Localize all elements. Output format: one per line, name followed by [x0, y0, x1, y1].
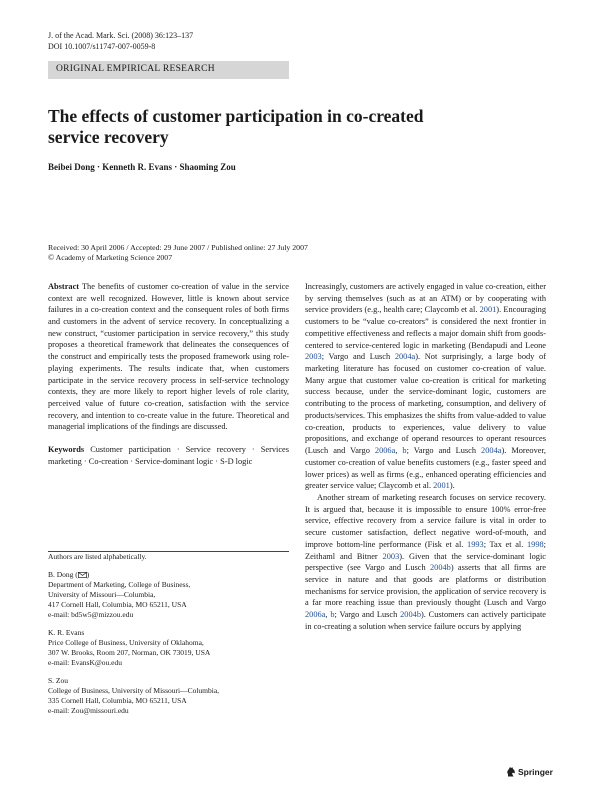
affiliation-line: College of Business, University of Missouri—Columbia,	[48, 686, 220, 695]
footnote	[48, 552, 289, 716]
keywords	[48, 444, 289, 467]
footnote-note: Authors are listed alphabetically.	[48, 552, 147, 561]
citation-link[interactable]: 2004b	[400, 610, 421, 620]
publisher-name: Springer	[518, 766, 553, 777]
body-paragraph-1: Increasingly, customers are actively engaged in value co-creation, either by serving themselves (such as at an ATM) or by cooperating with service providers (e.g., health care; Claycomb et al. 2001). Encouraging customers to be “value co-creators” is considered the next frontier in competitive effectiveness and reflects a major domain shift from goods-centered to service-centered logic in marketing (Bendapudi and Leone 2003; Vargo and Lusch 2004a). Not surprisingly, a large body of marketing literature has focused on customer co-creation of value. Many argue that customer value co-creation is critical for marketing success because, under the service-dominant logic, customers are contributing to the process of marketing, consumption, and delivery of products/services. This emphasizes the shifts from value-added to value co-creation, products to experiences, value delivery to value propositions, and exchange of operand resources to operant resources (Lusch and Vargo 2006a, b; Vargo and Lusch 2004a). Moreover, customer co-creation of value benefits customers (e.g., faster speed and lower prices) as well as firms (e.g., enhanced operating efficiencies and greater service value; Claycomb et al. 2001).	[305, 282, 546, 491]
section-label: ORIGINAL EMPIRICAL RESEARCH	[56, 64, 215, 74]
journal-meta	[48, 31, 193, 52]
received-dates: Received: 30 April 2006 / Accepted: 29 June 2007 / Published online: 27 July 2007	[48, 243, 308, 252]
affiliation-line: Department of Marketing, College of Business,	[48, 580, 191, 589]
citation-link[interactable]: 2006a	[305, 610, 326, 620]
citation-link[interactable]: 2001	[433, 481, 450, 491]
affiliation-zou	[48, 676, 289, 716]
abstract	[48, 281, 289, 433]
citation-link[interactable]: 2004a	[481, 446, 502, 456]
envelope-icon	[78, 572, 87, 578]
author-list: Beibei Dong · Kenneth R. Evans · Shaoming Zou	[48, 162, 236, 172]
affiliation-line: 417 Cornell Hall, Columbia, MO 65211, USA	[48, 600, 187, 609]
citation-link[interactable]: 1998	[526, 539, 544, 549]
affiliation-email[interactable]: e-mail: Zou@missouri.edu	[48, 706, 129, 715]
affiliation-line: 335 Cornell Hall, Columbia, MO 65211, USA	[48, 696, 187, 705]
citation-link[interactable]: 2001	[479, 305, 497, 315]
copyright-line	[48, 253, 308, 263]
section-banner	[48, 61, 289, 79]
affiliation-line: Price College of Business, University of Oklahoma,	[48, 638, 204, 647]
springer-knight-icon	[506, 766, 516, 777]
citation-link[interactable]: 1993	[467, 539, 484, 549]
copyright-icon: ©	[48, 253, 55, 262]
keywords-text: Customer participation · Service recovery · Services marketing · Co-creation · Service-dominant logic · S-D logic	[48, 444, 289, 466]
body-paragraph-2: Another stream of marketing research focuses on service recovery. It is argued that, because it is impossible to ensure 100% error-free service, effective recovery from a service failure is vital in order to secure customer satisfaction, deflect negative word-of-mouth, and improve bottom-line performance (Fisk et al. 1993; Tax et al. 1998; Zeithaml and Bitner 2003). Given that the service-dominant logic perspective (see Vargo and Lusch 2004b) asserts that all firms are service in nature and that goods are platforms or distribution mechanisms for service provision, the application of service recovery is a far more reaching issue than previously thought (Lusch and Vargo 2006a, b; Vargo and Lusch 2004b). Customers can actively participate in co-creating a solution when service failure occurs by applying	[305, 492, 547, 631]
affiliation-line: 307 W. Brooks, Room 207, Norman, OK 73019, USA	[48, 648, 211, 657]
affiliation-name: K. R. Evans	[48, 628, 85, 637]
left-column	[48, 281, 289, 467]
affiliation-evans	[48, 628, 289, 668]
affiliation-email[interactable]: e-mail: EvansK@ou.edu	[48, 658, 122, 667]
citation-link[interactable]: b	[402, 446, 407, 456]
journal-citation: J. of the Acad. Mark. Sci. (2008) 36:123–137	[48, 31, 194, 40]
doi: DOI 10.1007/s11747-007-0059-8	[48, 41, 156, 51]
citation-link[interactable]: 2003	[305, 352, 322, 362]
citation-link[interactable]: b	[330, 610, 335, 620]
abstract-text: The benefits of customer co-creation of value in the service context are well recognized. However, little is known about service failures in a co-creation context and the consequent roles of both firms and customers in the advent of service recovery. In conceptualizing a new construct, “customer participation in service recovery,” this study proposes a theoretical framework that delineates the consequences of the construct and empirically tests the proposed framework using role-playing experiments. The results indicate that, when customers participate in the service recovery process in self-service technology contexts, they are more likely to report higher levels of role clarity, perceived value of future co-creation, satisfaction with the service recovery, and intention to co-create value in the future. Theoretical and managerial implications of the findings are discussed.	[48, 282, 290, 432]
keywords-label: Keywords	[48, 444, 85, 454]
citation-link[interactable]: 2004b	[429, 563, 451, 573]
right-column	[305, 281, 546, 633]
publisher-logo	[506, 766, 553, 777]
copyright-text: Academy of Marketing Science 2007	[55, 253, 173, 262]
affiliation-email[interactable]: e-mail: bd5w5@mizzou.edu	[48, 610, 134, 619]
affiliation-name: B. Dong ( )	[48, 570, 90, 579]
article-title: The effects of customer participation in co-created service recovery	[48, 106, 424, 147]
publication-dates	[48, 243, 308, 263]
citation-link[interactable]: 2003	[382, 551, 400, 561]
abstract-label: Abstract	[48, 282, 80, 291]
citation-link[interactable]: 2004a	[394, 352, 416, 362]
affiliation-line: University of Missouri—Columbia,	[48, 590, 156, 599]
affiliation-name: S. Zou	[48, 676, 69, 685]
citation-link[interactable]: 2006a	[374, 446, 396, 456]
affiliation-dong	[48, 570, 289, 620]
